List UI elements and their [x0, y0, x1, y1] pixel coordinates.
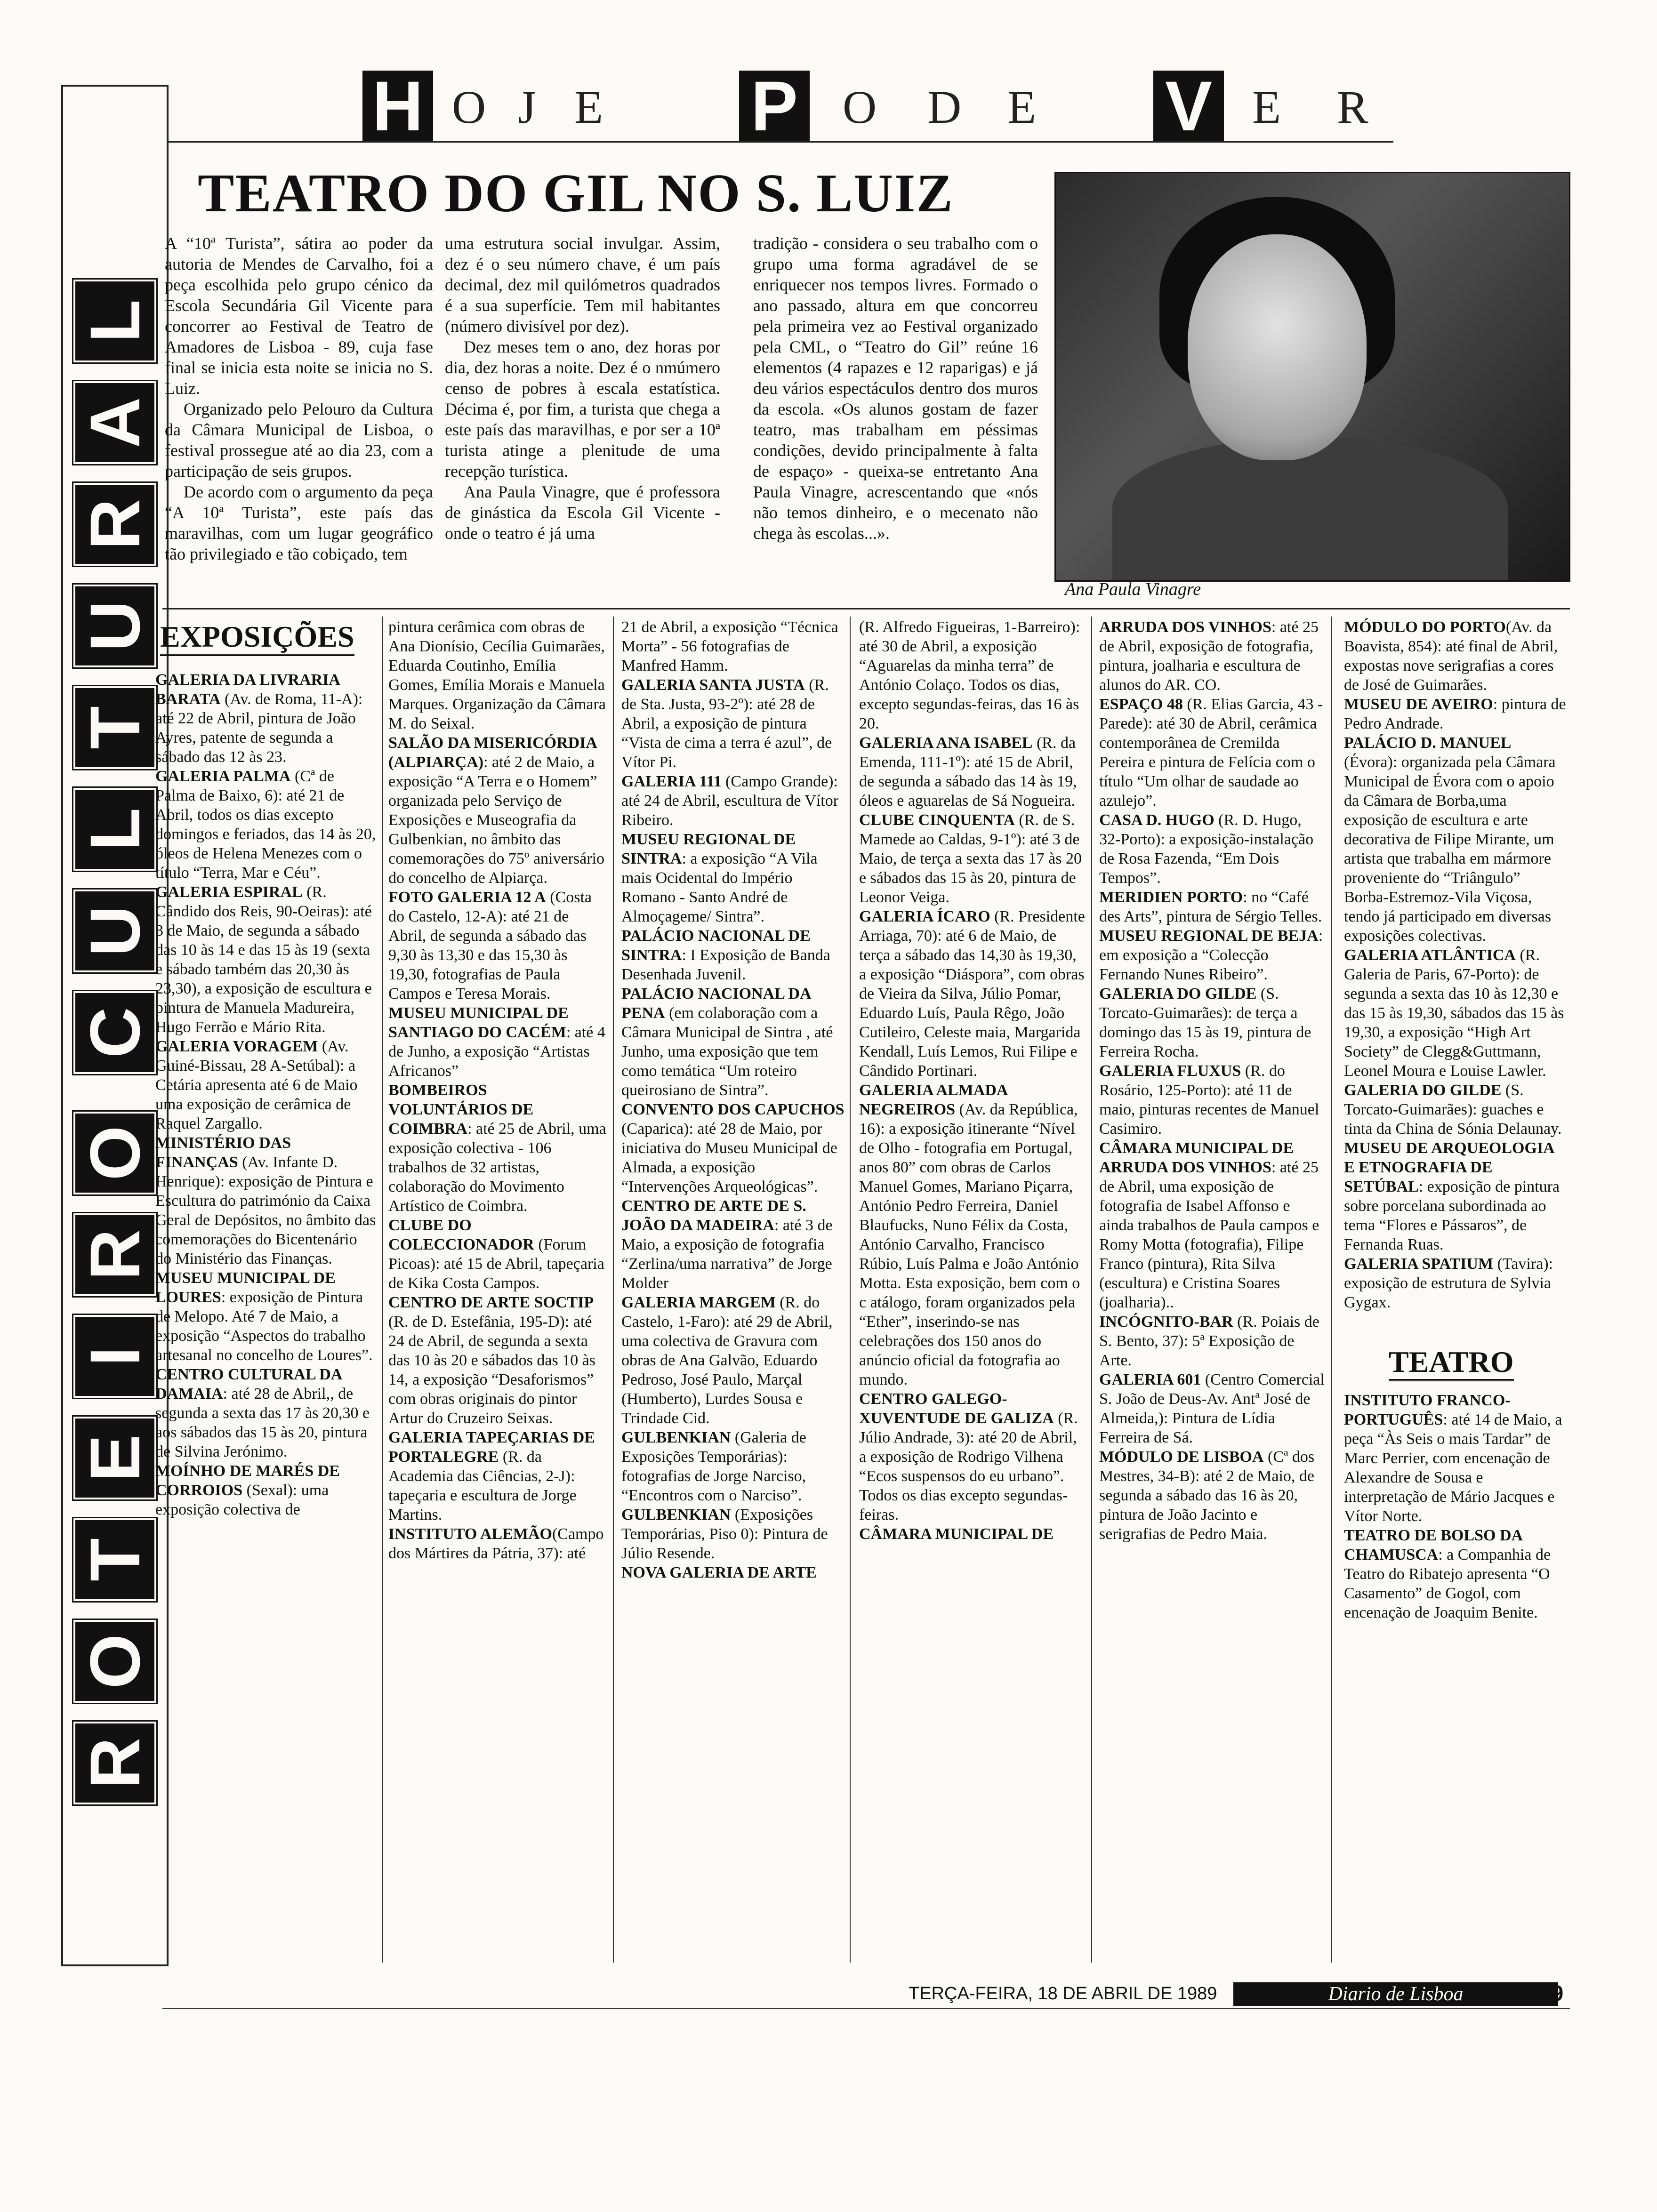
venue-name: CASA D. HUGO — [1099, 811, 1215, 829]
venue-name: GALERIA FLUXUS — [1099, 1062, 1241, 1080]
listing-entry — [621, 675, 845, 772]
listing-entry — [621, 617, 845, 675]
venue-details: (Caparica): até 28 de Maio, por iniciativa do Museu Municipal de Almada, a exposição “Intervenções Arqueológicas”. — [621, 1120, 837, 1195]
venue-details: (R. Cândido dos Reis, 90-Oeiras): até 3 de Maio, de segunda a sábado das 10 às 14 e das 15 às 19 (sexta e sábado também das 20,30 às 23,30), a exposição de escultura e pintura de Manuela Madureira, Hugo Ferrão e Mário Rita. — [155, 883, 372, 1036]
article-column-2 — [445, 233, 720, 544]
venue-details: pintura cerâmica com obras de Ana Dionísio, Cecília Guimarães, Eduarda Coutinho, Emília Gomes, Emília Morais e Manuela Marques. Organização da Câmara M. do Seixal. — [388, 618, 606, 732]
divider — [162, 2008, 1570, 2009]
venue-name: GULBENKIAN — [621, 1506, 731, 1523]
listing-entry — [621, 1196, 845, 1293]
listing-entry — [155, 1365, 377, 1461]
column-divider — [613, 617, 614, 1963]
venue-name: GALERIA DO GILDE — [1099, 985, 1257, 1002]
listing-entry — [621, 1563, 845, 1582]
venue-details: (Av. Infante D. Henrique): exposição de Pintura e Escultura do património da Caixa Geral de Depósitos, no âmbito das comemorações do Bicentenário do Ministério das Finanças. — [155, 1154, 376, 1267]
venue-details: (R. do Rosário, 125-Porto): até 11 de maio, pinturas recentes de Manuel Casimiro. — [1099, 1062, 1319, 1138]
listing-column-5 — [1099, 617, 1325, 1544]
venue-name: GALERIA SANTA JUSTA — [621, 676, 805, 694]
venue-details: : exposição de pintura sobre porcelana subordinada ao tema “Flores e Pássaros”, de Fernanda Ruas. — [1344, 1178, 1560, 1253]
venue-details: (S. Torcato-Guimarães): guaches e tinta da China de Sónia Delaunay. — [1344, 1082, 1562, 1138]
listing-entry — [1344, 1526, 1568, 1622]
listing-entry — [1344, 1138, 1568, 1254]
listing-entry — [1099, 888, 1325, 926]
venue-details: (R. Galeria de Paris, 67-Porto): de segunda a sexta das 10 às 12,30 e das 15 às 19,30, sábados das 15 às 19,30, a exposição “High Art Society” de Clegg&Guttmann, Leonel Moura e Louise Lawler. — [1344, 946, 1564, 1080]
listing-column-3 — [621, 617, 845, 1582]
listing-entry — [388, 1524, 607, 1563]
venue-name: MOÍNHO DE MARÉS DE CORROIOS — [155, 1462, 340, 1499]
masthead-letter: E — [1252, 81, 1283, 133]
section-letter: R — [73, 1213, 156, 1296]
listing-entry — [1099, 617, 1325, 695]
listing-entry — [859, 1389, 1085, 1524]
listing-entry — [388, 1081, 607, 1216]
section-heading-teatro: TEATRO — [1389, 1345, 1514, 1381]
listing-column-6 — [1344, 617, 1568, 1622]
venue-name: FOTO GALERIA 12 A — [388, 889, 546, 906]
venue-details: : no “Café des Arts”, pintura de Sérgio Telles. — [1099, 889, 1322, 925]
section-letter: C — [73, 991, 156, 1074]
listing-entry — [1344, 1081, 1568, 1138]
venue-details: (Centro Comercial S. João de Deus-Av. Antª José de Almeida,): Pintura de Lídia Ferreira de Sá. — [1099, 1371, 1325, 1446]
listing-entry — [388, 617, 607, 733]
venue-name: GALERIA VORAGEM — [155, 1038, 318, 1055]
listing-entry — [621, 984, 845, 1100]
venue-name: GALERIA DO GILDE — [1344, 1082, 1502, 1099]
venue-details: (Costa do Castelo, 12-A): até 21 de Abril, de segunda a sábado das 9,30 às 13,30 e das 15,30 às 19,30, fotografias de Paula Campos e Teresa Morais. — [388, 889, 592, 1002]
section-letter: L — [73, 788, 156, 871]
section-title-vertical — [73, 261, 156, 1804]
venue-name: CLUBE CINQUENTA — [859, 811, 1015, 829]
venue-name: GALERIA SPATIUM — [1344, 1255, 1494, 1273]
section-letter: T — [73, 1518, 156, 1601]
listing-entry — [621, 1505, 845, 1563]
photo-figure-face — [1188, 234, 1367, 460]
listing-entry — [621, 926, 845, 984]
article-paragraph: A “10ª Turista”, sátira ao poder da autoria de Mendes de Carvalho, foi a peça escolhida pelo grupo cénico da Escola Secundária Gil Vicente para concorrer ao Festival de Teatro de Amadores de Lisboa - 89, cuja fase final se inicia esta noite se inicia no S. Luiz. — [165, 234, 433, 398]
venue-name: SALÃO DA MISERICÓRDIA (ALPIARÇA) — [388, 734, 597, 771]
venue-details: (Galeria de Exposições Temporárias): fotografias de Jorge Narciso, “Encontros com o Narciso”. — [621, 1429, 806, 1504]
listing-entry — [1344, 733, 1568, 946]
listing-entry — [1099, 1447, 1325, 1544]
article-paragraph: De acordo com o argumento da peça “A 10ª Turista”, este país das maravilhas, com um lugar geográfico tão privilegiado e tão cobiçado, tem — [165, 482, 433, 563]
venue-details: : até 4 de Junho, a exposição “Artistas Africanos” — [388, 1024, 605, 1080]
venue-name: CONVENTO DOS CAPUCHOS — [621, 1101, 845, 1118]
article-paragraph: Ana Paula Vinagre, que é professora de ginástica da Escola Gil Vicente - onde o teatro é já uma — [445, 482, 720, 543]
venue-name: INSTITUTO ALEMÃO — [388, 1525, 552, 1543]
venue-name: ARRUDA DOS VINHOS — [1099, 618, 1271, 636]
venue-details: : até 14 de Maio, a peça “Às Seis o mais Tardar” de Marc Perrier, com encenação de Alexandre de Sousa e interpretação de Mário Jacques e Vítor Norte. — [1344, 1411, 1562, 1525]
listing-entry — [621, 772, 845, 830]
venue-details: (Campo dos Mártires da Pátria, 37): até — [388, 1525, 604, 1562]
venue-name: MUSEU DE AVEIRO — [1344, 696, 1493, 713]
article-paragraph: Organizado pelo Pelouro da Cultura da Câmara Municipal de Lisboa, o festival prossegue até ao dia 23, com a participação de seis grupos. — [165, 400, 433, 481]
column-divider — [1331, 617, 1332, 1963]
venue-name: GALERIA ANA ISABEL — [859, 734, 1033, 752]
venue-name: MÓDULO DO PORTO — [1344, 618, 1506, 636]
section-letter: E — [73, 1417, 156, 1499]
venue-name: CLUBE DO COLECCIONADOR — [388, 1217, 534, 1253]
photo-figure-body — [1112, 437, 1508, 580]
venue-details: : pintura de Pedro Andrade. — [1344, 696, 1566, 732]
article-paragraph: tradição - considera o seu trabalho com o grupo uma forma agradável de se enriquecer nos tempos livres. Formado o ano passado, altura em que concorreu pela primeira vez ao Festival organizado pela CML, o “Teatro do Gil” reúne 16 elementos (4 rapazes e 12 raparigas) e já deu vários espectáculos dentro dos muros da escola. «Os alunos gostam de fazer teatro, mas trabalham em péssimas condições, devido principalmente à falta de espaço» - queixa-se entretanto Ana Paula Vinagre, acrescentando que «nós não temos dinheiro, e o mecenato não chega às escolas...». — [753, 234, 1038, 543]
venue-details: : a Companhia de Teatro do Ribatejo apresenta “O Casamento” de Gogol, com encenação de Joaquim Benite. — [1344, 1546, 1551, 1621]
venue-details: (S. Torcato-Guimarães): de terça a domingo das 15 às 19, pintura de Ferreira Rocha. — [1099, 985, 1311, 1060]
venue-details: (R. Júlio Andrade, 3): até 20 de Abril, a exposição de Rodrigo Vilhena “Ecos suspensos do eu urbano”. Todos os dias excepto segundas-feiras. — [859, 1410, 1078, 1523]
section-bar — [61, 85, 169, 1966]
listing-entry — [859, 907, 1085, 1081]
listing-entry — [1099, 1061, 1325, 1138]
venue-name: INSTITUTO FRANCO-PORTUGUÊS — [1344, 1392, 1511, 1428]
venue-name: MINISTÉRIO DAS FINANÇAS — [155, 1134, 291, 1171]
venue-name: GALERIA ESPIRAL — [155, 883, 303, 901]
venue-name: CÂMARA MUNICIPAL DE — [859, 1525, 1054, 1543]
venue-details: (Av. da Boavista, 854): até final de Abril, expostas nove serigrafias a cores de José de Guimarães. — [1344, 618, 1558, 694]
divider — [162, 608, 1570, 609]
venue-name: GALERIA 111 — [621, 773, 722, 790]
listing-column-1 — [155, 617, 377, 1519]
masthead-letter: R — [1337, 81, 1370, 133]
listing-column-2 — [388, 617, 607, 1563]
masthead-block-letter: V — [1153, 71, 1224, 141]
venue-details: : exposição de Pintura de Melopo. Até 7 de Maio, a exposição “Aspectos do trabalho artesanal no concelho de Loures”. — [155, 1289, 373, 1364]
listing-entry — [155, 670, 377, 767]
article-paragraph: uma estrutura social invulgar. Assim, dez é o seu número chave, é um país decimal, dez mil quilómetros quadrados é a sua superfície. Tem mil habitantes (número divisível por dez). — [445, 234, 720, 336]
listing-entry — [1099, 1370, 1325, 1447]
section-letter: T — [73, 686, 156, 769]
listing-entry — [859, 1524, 1085, 1544]
venue-details: (R. Presidente Arriaga, 70): até 6 de Maio, de terça a sábado das 14,30 às 19,30, a exposição “Diáspora”, com obras de Vieira da Silva, Júlio Pomar, Eduardo Luís, Paula Rêgo, João Cutileiro, Celeste maia, Margarida Kendall, Luís Lemos, Rui Filipe e Cândido Portinari. — [859, 908, 1085, 1080]
masthead — [151, 66, 1393, 145]
venue-name: MUSEU REGIONAL DE BEJA — [1099, 927, 1319, 945]
column-divider — [1091, 617, 1092, 1963]
venue-details: (Tavira): exposição de estrutura de Sylvia Gygax. — [1344, 1255, 1553, 1311]
listing-entry — [388, 1216, 607, 1293]
listing-entry — [1344, 617, 1568, 695]
column-divider — [382, 617, 383, 1963]
venue-details: (R. Poiais de S. Bento, 37): 5ª Exposição de Arte. — [1099, 1313, 1319, 1369]
venue-name: MUSEU REGIONAL DE SINTRA — [621, 831, 796, 867]
venue-name: CENTRO DE ARTE DE S. JOÃO DA MADEIRA — [621, 1197, 806, 1234]
section-letter: R — [73, 1722, 156, 1804]
venue-details: (Exposições Temporárias, Piso 0): Pintura de Júlio Resende. — [621, 1506, 828, 1562]
listing-entry — [388, 733, 607, 888]
article-paragraph: Dez meses tem o ano, dez horas por dia, dez horas a noite. Dez é o nmúmero censo de pobres à escala estatística. Décima é, por fim, a turista que chega a este país das maravilhas, e por ser a 10ª turista atinge a plenitude de uma recepção turística. — [445, 337, 720, 481]
venue-name: GALERIA ATLÂNTICA — [1344, 946, 1516, 964]
venue-details: (Av. de Roma, 11-A): até 22 de Abril, pintura de João Ayres, patente de segunda a sábado das 12 às 23. — [155, 690, 363, 766]
venue-name: PALÁCIO NACIONAL DE SINTRA — [621, 927, 811, 964]
masthead-letter: D — [927, 81, 964, 133]
venue-details: (R. Alfredo Figueiras, 1-Barreiro): até 30 de Abril, a exposição “Aguarelas da minha terra” de António Colaço. Todos os dias, excepto segundas-feiras, das 16 às 20. — [859, 618, 1080, 732]
section-letter: A — [73, 381, 156, 464]
venue-details: (Cª de Palma de Baixo, 6): até 21 de Abril, todos os dias excepto domingos e feriados, das 14 às 20, óleos de Helena Menezes com o título “Terra, Mar e Céu”. — [155, 768, 376, 882]
listing-entry — [1099, 695, 1325, 810]
venue-details: (Cª dos Mestres, 34-B): até 2 de Maio, de segunda a sábado das 16 às 20, pintura de João Jacinto e serigrafias de Pedro Maia. — [1099, 1448, 1315, 1543]
masthead-block-letter: P — [739, 71, 810, 141]
venue-name: BOMBEIROS VOLUNTÁRIOS DE COIMBRA — [388, 1082, 534, 1138]
listing-entry — [859, 810, 1085, 907]
newspaper-brand: Diario de Lisboa — [1233, 1982, 1558, 2006]
photo-caption: Ana Paula Vinagre — [1065, 579, 1201, 599]
venue-details: (Forum Picoas): até 15 de Abril, tapeçaria de Kika Costa Campos. — [388, 1236, 604, 1292]
venue-details: : até 25 de Abril, exposição de fotografia, pintura, joalharia e escultura de alunos do AR. CO. — [1099, 618, 1319, 694]
section-letter-space — [73, 1074, 153, 1093]
venue-details: (Campo Grande): até 24 de Abril, escultura de Vítor Ribeiro. — [621, 773, 839, 829]
article-headline: TEATRO DO GIL NO S. LUIZ — [198, 163, 954, 224]
venue-name: GALERIA PALMA — [155, 768, 291, 785]
venue-details: (Av. Guiné-Bissau, 28 A-Setúbal): a Cetária apresenta até 6 de Maio uma exposição de cerâmica de Raquel Zargallo. — [155, 1038, 358, 1132]
masthead-letter: O — [843, 81, 879, 133]
article-column-1 — [165, 233, 433, 564]
venue-details: (em colaboração com a Câmara Municipal de Sintra , até Junho, uma exposição que tem como temática “Um roteiro queirosiano de Sintra”. — [621, 1004, 833, 1099]
section-letter: O — [73, 1112, 156, 1194]
venue-details: (R. de S. Mamede ao Caldas, 9-1º): até 3 de Maio, de terça a sexta das 17 às 20 e sábados das 15 às 20, pintura de Leonor Veiga. — [859, 811, 1082, 906]
section-letter: U — [73, 890, 156, 972]
section-letter: L — [73, 280, 156, 362]
venue-details: (Évora): organizada pela Câmara Municipal de Évora com o apoio da Câmara de Borba,uma exposição de escultura e arte decorativa de Filipe Mirante, um artista que trabalha em mármore proveniente do “Triângulo” Borba-Estremoz-Vila Viçosa, tendo já participado em diversas exposições colectivas. — [1344, 753, 1556, 945]
listing-entry — [388, 1293, 607, 1428]
section-letter: I — [73, 1315, 156, 1398]
venue-details: (R. da Academia das Ciências, 2-J): tapeçaria e escultura de Jorge Martins. — [388, 1448, 577, 1523]
page-date: TERÇA-FEIRA, 18 DE ABRIL DE 1989 — [909, 1984, 1217, 2004]
listing-entry — [859, 1081, 1085, 1389]
venue-name: CENTRO CULTURAL DA DAMAIA — [155, 1366, 342, 1403]
venue-details: (Av. da República, 16): a exposição itinerante “Nível de Olho - fotografia em Portugal, anos 80” com obras de Carlos Manuel Gomes, Mariano Piçarra, António Pedro Ferreira, Daniel Blaufucks, Nuno Félix da Costa, António Carvalho, Francisco Rúbio, Luís Palma e João António Motta. Esta exposição, bem com o c atálogo, foram organizados pela “Ether”, inserindo-se nas celebrações dos 150 anos do anúncio oficial da fotografia ao mundo. — [859, 1101, 1080, 1388]
listing-entry — [621, 1100, 845, 1196]
listing-entry — [1099, 984, 1325, 1061]
venue-details: : até 2 de Maio, a exposição “A Terra e o Homem” organizada pelo Serviço de Exposições e Museografia da Gulbenkian, no âmbito das comemorações do 75º aniversário do concelho de Alpiarça. — [388, 753, 604, 887]
venue-name: MUSEU MUNICIPAL DE LOURES — [155, 1269, 336, 1306]
venue-name: TEATRO DE BOLSO DA CHAMUSCA — [1344, 1527, 1522, 1563]
venue-name: PALÁCIO D. MANUEL — [1344, 734, 1512, 752]
venue-name: GALERIA DA LIVRARIA BARATA — [155, 671, 340, 708]
venue-details: : em exposição a “Colecção Fernando Nunes Ribeiro”. — [1099, 927, 1323, 983]
listing-entry — [155, 882, 377, 1037]
venue-name: CÂMARA MUNICIPAL DE ARRUDA DOS VINHOS — [1099, 1139, 1294, 1176]
listing-entry — [1344, 1254, 1568, 1312]
venue-name: MÓDULO DE LISBOA — [1099, 1448, 1264, 1466]
venue-details: : até 25 de Abril, uma exposição de fotografia de Isabel Affonso e ainda trabalhos de Paula campos e Romy Motta (fotografia), Filipe Franco (pintura), Rita Silva (escultura) e Cristina Soares (joalharia).. — [1099, 1159, 1319, 1311]
listing-entry — [155, 767, 377, 882]
listing-entry — [388, 1428, 607, 1524]
listing-entry — [155, 1461, 377, 1519]
section-letter: O — [73, 1620, 156, 1703]
venue-details: : até 28 de Abril,, de segunda a sexta das 17 às 20,30 e aos sábados das 15 às 20, pintura de Silvina Jerónimo. — [155, 1385, 370, 1460]
masthead-letter: E — [574, 81, 605, 133]
section-heading-exposicoes: EXPOSIÇÕES — [160, 620, 354, 656]
listing-entry — [388, 1003, 607, 1081]
venue-details: (R. de D. Estefânia, 195-D): até 24 de Abril, de segunda a sexta das 10 às 20 e sábados das 10 às 14, a exposição “Desaforismos” com obras originais do pintor Artur do Cruzeiro Seixas. — [388, 1313, 596, 1427]
masthead-letter: J — [518, 81, 538, 133]
venue-name: ESPAÇO 48 — [1099, 696, 1183, 713]
venue-name: MERIDIEN PORTO — [1099, 889, 1243, 906]
venue-name: CENTRO GALEGO-XUVENTUDE DE GALIZA — [859, 1390, 1054, 1427]
listing-entry — [1099, 926, 1325, 984]
venue-details: (R. do Castelo, 1-Faro): até 29 de Abril, uma colectiva de Gravura com obras de Ana Galvão, Eduardo Pedroso, José Paulo, Marçal (Humberto), Lurdes Sousa e Trindade Cid. — [621, 1294, 833, 1427]
listing-entry — [859, 617, 1085, 733]
venue-name: MUSEU MUNICIPAL DE SANTIAGO DO CACÉM — [388, 1004, 569, 1041]
listing-entry — [1099, 1312, 1325, 1370]
venue-name: GULBENKIAN — [621, 1429, 731, 1446]
listing-entry — [1344, 946, 1568, 1081]
listing-entry — [1099, 810, 1325, 888]
masthead-letter: O — [452, 81, 488, 133]
venue-name: GALERIA ÍCARO — [859, 908, 990, 925]
venue-name: MUSEU DE ARQUEOLOGIA E ETNOGRAFIA DE SETÚBAL — [1344, 1139, 1554, 1195]
venue-details: (Sexal): uma exposição colectiva de — [155, 1482, 329, 1518]
venue-name: INCÓGNITO-BAR — [1099, 1313, 1233, 1330]
portrait-photo — [1054, 172, 1570, 582]
venue-details: : a exposição “A Vila mais Ocidental do Império Romano - Santo André de Almoçageme/ Sintra”. — [621, 850, 818, 925]
page-number: 29 — [1539, 1981, 1564, 2005]
masthead-letter: E — [1007, 81, 1038, 133]
venue-name: GALERIA TAPEÇARIAS DE PORTALEGRE — [388, 1429, 595, 1466]
column-divider — [850, 617, 851, 1963]
venue-details: 21 de Abril, a exposição “Técnica Morta” - 56 fotografias de Manfred Hamm. — [621, 618, 838, 674]
listing-column-4 — [859, 617, 1085, 1544]
section-letter: R — [73, 483, 156, 566]
venue-details: : I Exposição de Banda Desenhada Juvenil. — [621, 946, 830, 983]
listing-entry — [155, 1268, 377, 1365]
listing-entry — [621, 1293, 845, 1428]
listing-entry — [155, 1037, 377, 1133]
venue-details: (R. de Sta. Justa, 93-2º): até 28 de Abril, a exposição de pintura “Vista de cima a terra é azul”, de Vítor Pi. — [621, 676, 832, 771]
venue-name: GALERIA ALMADA NEGREIROS — [859, 1082, 1007, 1118]
listing-entry — [1099, 1138, 1325, 1312]
venue-name: CENTRO DE ARTE SOCTIP — [388, 1294, 594, 1311]
venue-name: PALÁCIO NACIONAL DA PENA — [621, 985, 811, 1022]
listing-entry — [1344, 1391, 1568, 1526]
venue-name: NOVA GALERIA DE ARTE — [621, 1564, 817, 1581]
venue-details: (R. da Emenda, 111-1º): até 15 de Abril, de segunda a sábado das 14 às 19, óleos e aguarelas de Sá Nogueira. — [859, 734, 1077, 809]
listing-entry — [388, 888, 607, 1003]
venue-name: GALERIA MARGEM — [621, 1294, 776, 1311]
venue-details: : até 25 de Abril, uma exposição colectiva - 106 trabalhos de 32 artistas, colaboração do Movimento Artístico de Coimbra. — [388, 1120, 606, 1215]
masthead-block-letter: H — [362, 71, 433, 141]
venue-details: : até 3 de Maio, a exposição de fotografia “Zerlina/uma narrativa” de Jorge Molder — [621, 1217, 833, 1292]
listing-entry — [155, 1133, 377, 1268]
section-letter: U — [73, 585, 156, 667]
listing-entry — [621, 1428, 845, 1505]
article-column-3 — [753, 233, 1038, 544]
venue-name: GALERIA 601 — [1099, 1371, 1201, 1388]
venue-details: (R. Elias Garcia, 43 - Parede): até 30 de Abril, cerâmica contemporânea de Cremilda Pereira e pintura de Felícia com o título “Um olhar de saudade ao azulejo”. — [1099, 696, 1323, 809]
listing-entry — [621, 830, 845, 926]
venue-details: (R. D. Hugo, 32-Porto): a exposição-instalação de Rosa Fazenda, “Em Dois Tempos”. — [1099, 811, 1314, 887]
listing-entry — [859, 733, 1085, 810]
listing-entry — [1344, 695, 1568, 733]
